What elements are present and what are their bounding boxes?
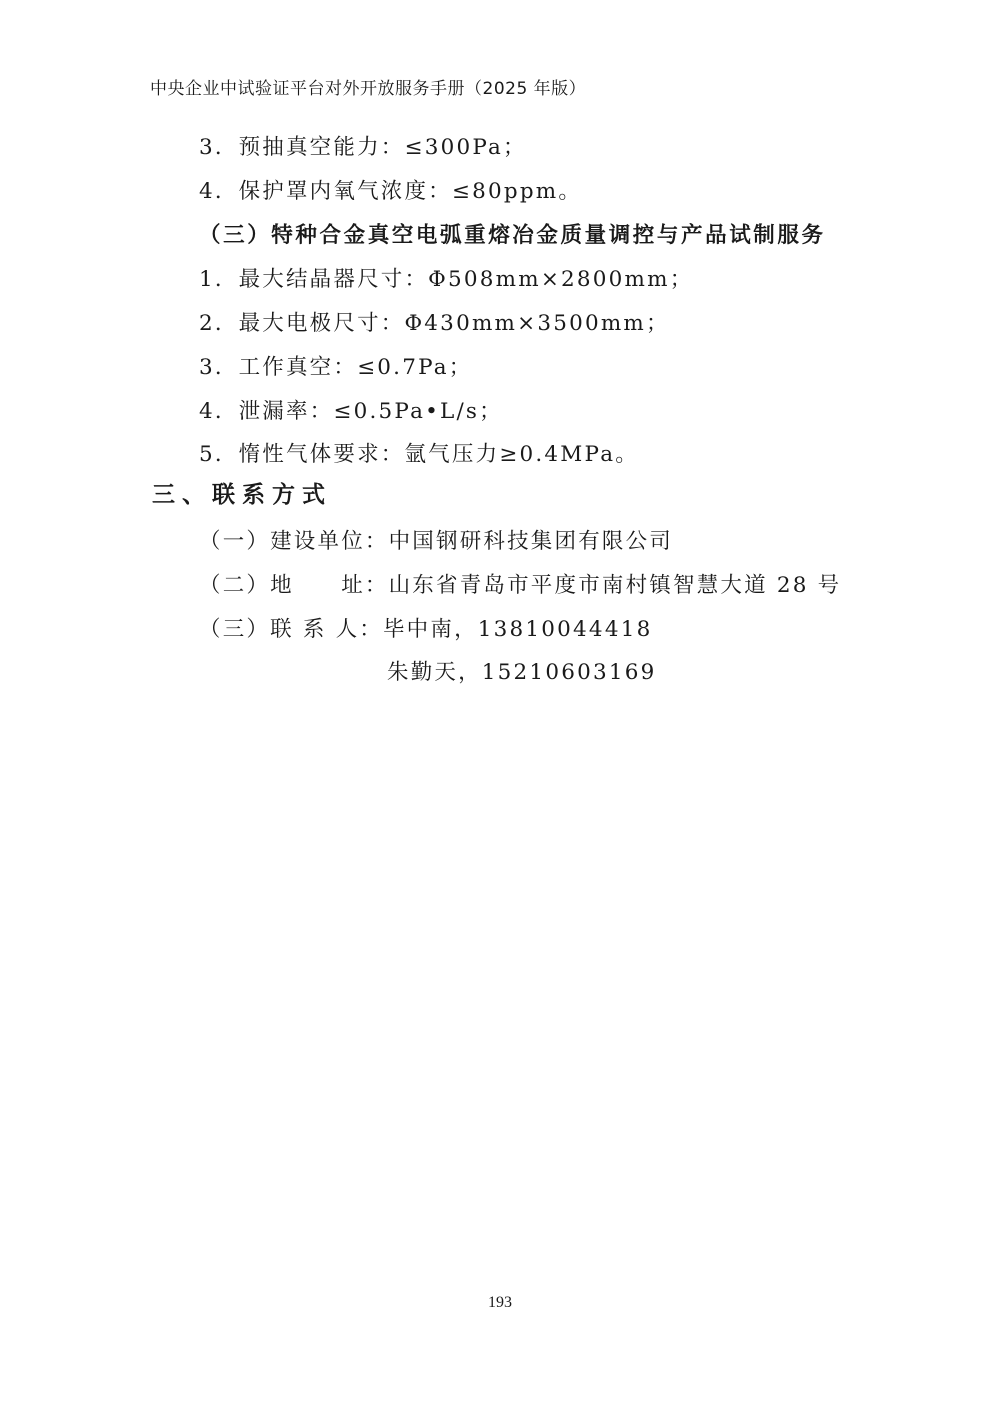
- contact-unit-label: （一）建设单位：: [199, 529, 389, 554]
- spec-item-inert-gas: 5．惰性气体要求：氩气压力≥0.4MPa。: [199, 442, 639, 467]
- contact-person-row: [199, 615, 652, 645]
- contact-person-label: （三）联 系 人：: [199, 617, 383, 642]
- contact-address-row: [199, 571, 841, 601]
- spec-item-crystallizer-size: 1．最大结晶器尺寸：Φ508mm×2800mm；: [199, 267, 694, 292]
- spec-item-electrode-size: 2．最大电极尺寸：Φ430mm×3500mm；: [199, 311, 670, 336]
- spec-item-working-vacuum: 3．工作真空：≤0.7Pa；: [199, 355, 473, 380]
- contact-unit-value: 中国钢研科技集团有限公司: [388, 529, 674, 554]
- contact-address-value: 山东省青岛市平度市南村镇智慧大道 28 号: [388, 573, 842, 598]
- section-heading: 三、联系方式: [152, 482, 332, 508]
- spec-item-pre-vacuum: 3．预抽真空能力：≤300Pa；: [199, 135, 527, 160]
- spec-item-leak-rate: 4．泄漏率：≤0.5Pa•L/s；: [199, 399, 503, 424]
- contact-person-1: 毕中南，13810044418: [382, 617, 653, 642]
- contact-address-label: （二）地 址：: [199, 573, 389, 598]
- running-header: 中央企业中试验证平台对外开放服务手册（2025 年版）: [150, 79, 587, 99]
- contact-person-2: 朱勤天，15210603169: [387, 660, 657, 685]
- spec-item-oxygen-concentration: 4．保护罩内氧气浓度：≤80ppm。: [199, 179, 583, 204]
- contact-unit-row: [199, 527, 673, 557]
- subsection-heading: （三）特种合金真空电弧重熔冶金质量调控与产品试制服务: [199, 223, 826, 248]
- page-number: 193: [488, 1294, 512, 1311]
